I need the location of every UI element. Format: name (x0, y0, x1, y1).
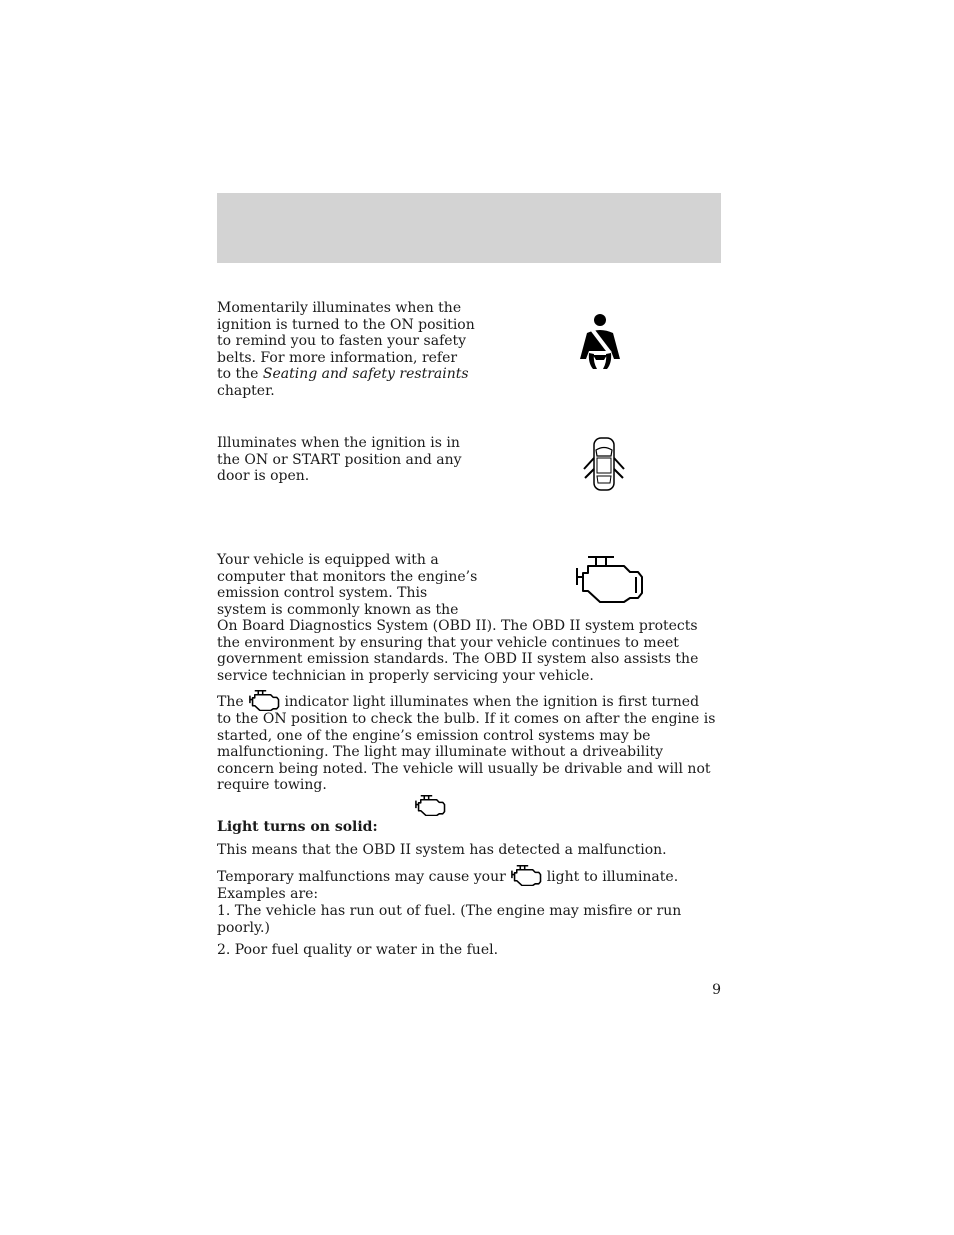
check-engine-icon (414, 794, 446, 816)
safety-belt-text: Momentarily illuminates when the ignition is turned to the ON position to remind you to fasten your safety belts. For more information, refer to the (217, 300, 475, 382)
door-ajar-icon (582, 436, 626, 492)
safety-belt-text-end: chapter. (217, 382, 275, 399)
obd-intro-line: computer that monitors the engine’s (217, 568, 478, 585)
safety-belt-description (217, 300, 475, 399)
example-item-1: 1. The vehicle has run out of fuel. (The engine may misfire or run poorly.) (217, 903, 682, 936)
temp-text-start: Temporary malfunctions may cause your (217, 869, 506, 885)
light-solid-text: This means that the OBD II system has detected a malfunction. (217, 842, 667, 858)
temporary-malfunctions-paragraph (217, 864, 717, 903)
chapter-reference: Seating and safety restraints (262, 366, 469, 382)
page-number: 9 (712, 982, 721, 998)
obd-para-start: The (217, 694, 244, 710)
obd-indicator-paragraph (217, 689, 717, 794)
example-item-2: 2. Poor fuel quality or water in the fuel. (217, 942, 499, 958)
light-solid-heading: Light turns on solid: (217, 819, 378, 835)
check-engine-icon (510, 864, 542, 886)
temp-text-end: light to illuminate. (546, 869, 679, 885)
temp-text-line2: Examples are: (217, 886, 319, 902)
obd-intro-rest: On Board Diagnostics System (OBD II). The OBD II system protects the environment by ensuring that your vehicle continues to meet government emission standards. The OBD II system also assists the service technician in properly servicing your vehicle. (217, 618, 699, 684)
obd-intro-line: Your vehicle is equipped with a (217, 552, 439, 568)
door-ajar-description: Illuminates when the ignition is in the ON or START position and any door is open. (217, 435, 462, 484)
obd-intro-line: emission control system. This (217, 585, 428, 601)
check-engine-icon (248, 689, 280, 711)
section-header-band (217, 193, 721, 263)
seatbelt-icon (576, 312, 624, 370)
obd-para-rest: indicator light illuminates when the ignition is first turned to the ON position to check the bulb. If it comes on after the engine is started, one of the engine’s emission control systems may be malfunctioning. The light may illuminate without a driveability concern being noted. The vehicle will usually be drivable and will not require towing. (217, 694, 716, 793)
check-engine-icon (574, 553, 644, 603)
obd-intro-line: system is commonly known as the (217, 601, 459, 618)
